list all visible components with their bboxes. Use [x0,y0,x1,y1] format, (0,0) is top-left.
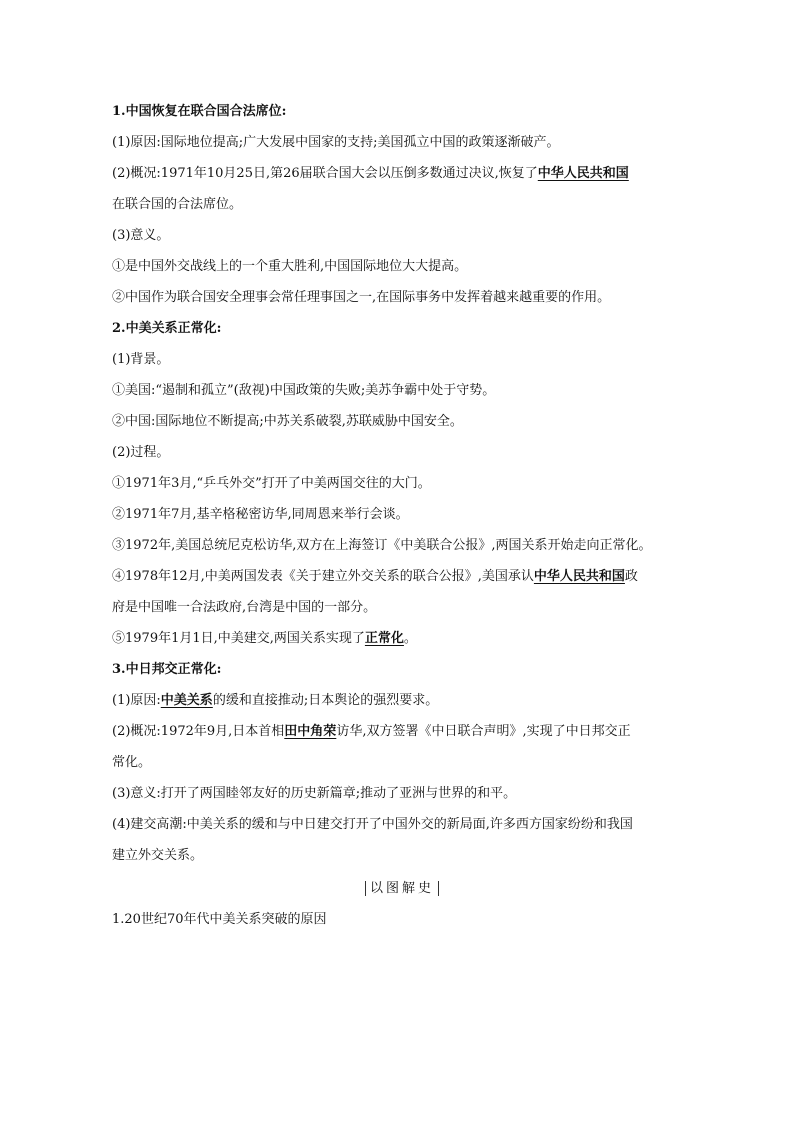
s3-wave: (4)建交高潮:中美关系的缓和与中日建交打开了中国外交的新局面,许多西方国家纷纷和我国 [112,817,633,832]
s1-reason: (1)原因:国际地位提高;广大发展中国家的支持;美国孤立中国的政策逐渐破产。 [112,135,560,150]
s2-process-1: ①1971年3月,“乒乓外交”打开了中美两国交往的大门。 [112,476,431,491]
s3-overview-key: 田中角荣 [284,724,337,739]
s1-overview-pre: (2)概况:1971年10月25日,第26届联合国大会以压倒多数通过决议,恢复了 [112,166,538,181]
s2-p5-pre: ⑤1979年1月1日,中美建交,两国关系实现了 [112,631,365,646]
s2-p5-post: 。 [403,631,417,646]
s2-process-5 [112,623,692,654]
section-2-title: 2.中美关系正常化: [112,321,222,336]
s3-reason-post: 的缓和直接推动;日本舆论的强烈要求。 [212,693,439,708]
s3-reason-pre: (1)原因: [112,693,161,708]
s3-overview-post: 访华,双方签署《中日联合声明》,实现了中日邦交正 [336,724,631,739]
s2-p4-pre: ④1978年12月,中美两国发表《关于建立外交关系的联合公报》,美国承认 [112,569,534,584]
s2-process-4 [112,561,692,592]
s2-process: (2)过程。 [112,445,170,460]
s2-p5-key: 正常化 [364,631,404,646]
section-3-title: 3.中日邦交正常化: [112,662,222,677]
s1-meaning-1: ①是中国外交战线上的一个重大胜利,中国国际地位大大提高。 [112,259,468,274]
s3-wave-cont: 建立外交关系。 [112,848,204,863]
picture-history-label [112,873,692,904]
s3-reason [112,685,692,716]
s2-p4-key: 中华人民共和国 [533,569,625,584]
s1-overview [112,158,692,189]
s2-background-1: ①美国:“遏制和孤立”(敌视)中国政策的失败;美苏争霸中处于守势。 [112,383,496,398]
s2-process-4-cont: 府是中国唯一合法政府,台湾是中国的一部分。 [112,600,377,615]
s2-background: (1)背景。 [112,352,170,367]
s1-overview-post: 在联合国的合法席位。 [112,197,243,212]
s2-process-2: ②1971年7月,基辛格秘密访华,同周恩来举行会谈。 [112,507,409,522]
s3-reason-key: 中美关系 [160,693,213,708]
s3-overview-pre: (2)概况:1972年9月,日本首相 [112,724,285,739]
s3-overview [112,716,692,747]
s3-meaning: (3)意义:打开了两国睦邻友好的历史新篇章;推动了亚洲与世界的和平。 [112,786,517,801]
s2-process-3: ③1972年,美国总统尼克松访华,双方在上海签订《中美联合公报》,两国关系开始走向正常化。 [112,538,652,553]
s1-overview-key: 中华人民共和国 [537,166,629,181]
s1-meaning-2: ②中国作为联合国安全理事会常任理事国之一,在国际事务中发挥着越来越重要的作用。 [112,290,611,305]
picture-history-bracket: 以图解史 [365,881,439,896]
s1-meaning: (3)意义。 [112,228,170,243]
s2-p4-mid: 政 [624,569,638,584]
s3-overview-cont: 常化。 [112,755,152,770]
s4-item-1: 1.20世纪70年代中美关系突破的原因 [112,912,327,927]
section-1-title: 1.中国恢复在联合国合法席位: [112,104,287,119]
s2-background-2: ②中国:国际地位不断提高;中苏关系破裂,苏联威胁中国安全。 [112,414,463,429]
content-body [112,96,692,935]
